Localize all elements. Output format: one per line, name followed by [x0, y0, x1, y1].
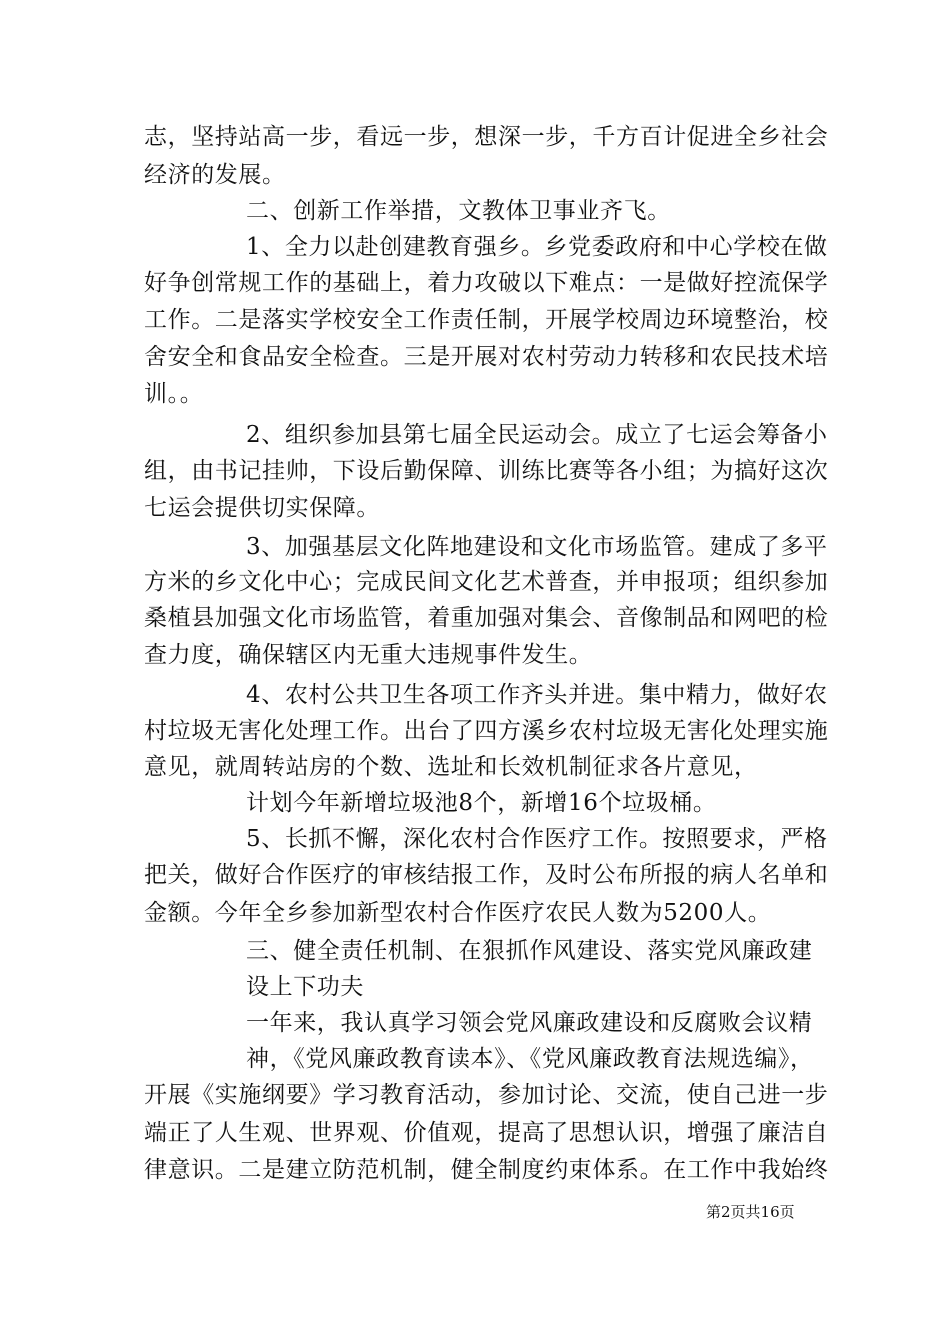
paragraph-first-line: 5、长抓不懈，深化农村合作医疗工作。按照要求，严格 — [246, 826, 828, 852]
body-line: 经济的发展。 — [144, 162, 286, 188]
body-line: 开展《实施纲要》学习教育活动，参加讨论、交流，使自己进一步 — [144, 1082, 829, 1108]
section-heading: 设上下功夫 — [246, 974, 364, 1000]
body-line: 端正了人生观、世界观、价值观，提高了思想认识，增强了廉洁自 — [144, 1120, 829, 1146]
page-number: 第2页共16页 — [706, 1203, 795, 1221]
body-line: 一年来，我认真学习领会党风廉政建设和反腐败会议精 — [246, 1010, 813, 1036]
body-line: 桑植县加强文化市场监管，着重加强对集会、音像制品和网吧的检 — [144, 605, 829, 631]
section-heading: 三、健全责任机制、在狠抓作风建设、落实党风廉政建 — [246, 938, 813, 964]
body-line: 训。。 — [144, 381, 204, 407]
body-line: 查力度，确保辖区内无重大违规事件发生。 — [144, 642, 593, 668]
body-line: 方米的乡文化中心；完成民间文化艺术普查，并申报项；组织参加 — [144, 569, 829, 595]
paragraph-first-line: 4、农村公共卫生各项工作齐头并进。集中精力，做好农 — [246, 682, 828, 708]
body-line: 工作。二是落实学校安全工作责任制，开展学校周边环境整治，校 — [144, 307, 829, 333]
body-line: 舍安全和食品安全检查。三是开展对农村劳动力转移和农民技术培 — [144, 344, 829, 370]
paragraph-first-line: 3、加强基层文化阵地建设和文化市场监管。建成了多平 — [246, 534, 828, 560]
body-line: 金额。今年全乡参加新型农村合作医疗农民人数为5200人。 — [144, 900, 772, 926]
body-line: 律意识。二是建立防范机制，健全制度约束体系。在工作中我始终 — [144, 1157, 829, 1183]
body-line: 七运会提供切实保障。 — [144, 495, 380, 521]
body-line: 计划今年新增垃圾池8个，新增16个垃圾桶。 — [246, 790, 717, 816]
body-line: 好争创常规工作的基础上，着力攻破以下难点：一是做好控流保学 — [144, 270, 829, 296]
body-line: 神，《党风廉政教育读本》、《党风廉政教育法规选编》， — [246, 1046, 814, 1072]
body-line: 组，由书记挂帅，下设后勤保障、训练比赛等各小组；为搞好这次 — [144, 458, 829, 484]
paragraph-first-line: 2、组织参加县第七届全民运动会。成立了七运会筹备小 — [246, 422, 828, 448]
section-heading: 二、创新工作举措，文教体卫事业齐飞。 — [246, 198, 671, 224]
body-line: 志，坚持站高一步，看远一步，想深一步，千方百计促进全乡社会 — [144, 124, 829, 150]
paragraph-first-line: 1、全力以赴创建教育强乡。乡党委政府和中心学校在做 — [246, 234, 828, 260]
body-line: 把关，做好合作医疗的审核结报工作，及时公布所报的病人名单和 — [144, 862, 829, 888]
body-line: 村垃圾无害化处理工作。出台了四方溪乡农村垃圾无害化处理实施 — [144, 718, 829, 744]
body-line: 意见，就周转站房的个数、选址和长效机制征求各片意见， — [144, 754, 758, 780]
